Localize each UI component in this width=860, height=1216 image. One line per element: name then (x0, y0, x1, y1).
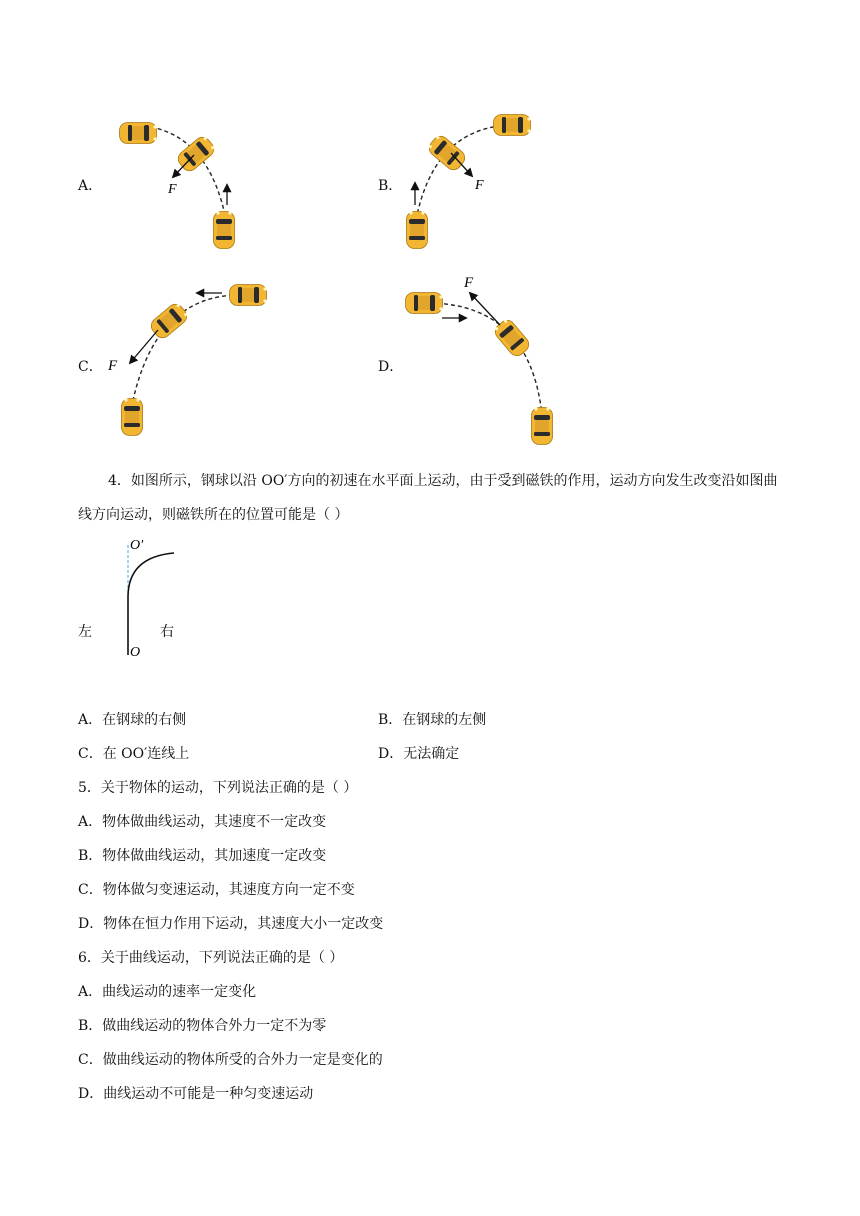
option-c-label: C． (78, 359, 103, 375)
force-label-d: F (464, 275, 474, 291)
option-b-label: B． (378, 178, 403, 194)
q6-option-a: A．曲线运动的速率一定变化 (78, 984, 257, 1000)
q6-option-b: B．做曲线运动的物体合外力一定不为零 (78, 1018, 327, 1034)
q4-option-c: C．在 OO′连线上 (78, 746, 190, 762)
option-b-figure (395, 105, 555, 260)
point-o: O (130, 645, 141, 660)
question-5-stem: 5．关于物体的运动，下列说法正确的是（ ） (78, 780, 358, 796)
q5-option-a: A．物体做曲线运动，其速度不一定改变 (78, 814, 327, 830)
point-o-prime: O′ (130, 538, 144, 553)
q5-option-d: D．物体在恒力作用下运动，其速度大小一定改变 (78, 916, 384, 932)
q4-option-a: A．在钢球的右侧 (78, 712, 187, 728)
label-left: 左 (78, 625, 92, 640)
question-4-stem: 4．如图所示，钢球以沿 OO′方向的初速在水平面上运动，由于受到磁铁的作用，运动方向发生改变沿如图曲线方向运动，则磁铁所在的位置可能是（ ） (78, 473, 778, 523)
q4-option-b: B．在钢球的左侧 (378, 712, 487, 728)
force-label-b: F (475, 178, 484, 193)
option-a-label: A． (78, 178, 103, 194)
question-4-figure (70, 535, 200, 665)
question-6-stem: 6．关于曲线运动，下列说法正确的是（ ） (78, 950, 344, 966)
q6-option-c: C．做曲线运动的物体所受的合外力一定是变化的 (78, 1052, 383, 1068)
option-a-figure (100, 105, 260, 260)
force-label-a: F (168, 182, 177, 197)
option-d-figure (400, 265, 570, 455)
option-d-label: D． (378, 359, 404, 375)
q5-option-c: C．物体做匀变速运动，其速度方向一定不变 (78, 882, 355, 898)
label-right: 右 (160, 625, 174, 640)
q6-option-d: D．曲线运动不可能是一种匀变速运动 (78, 1086, 314, 1102)
force-label-c: F (108, 358, 118, 374)
q5-option-b: B．物体做曲线运动，其加速度一定改变 (78, 848, 327, 864)
q4-option-d: D．无法确定 (378, 746, 460, 762)
option-c-figure (100, 275, 280, 445)
